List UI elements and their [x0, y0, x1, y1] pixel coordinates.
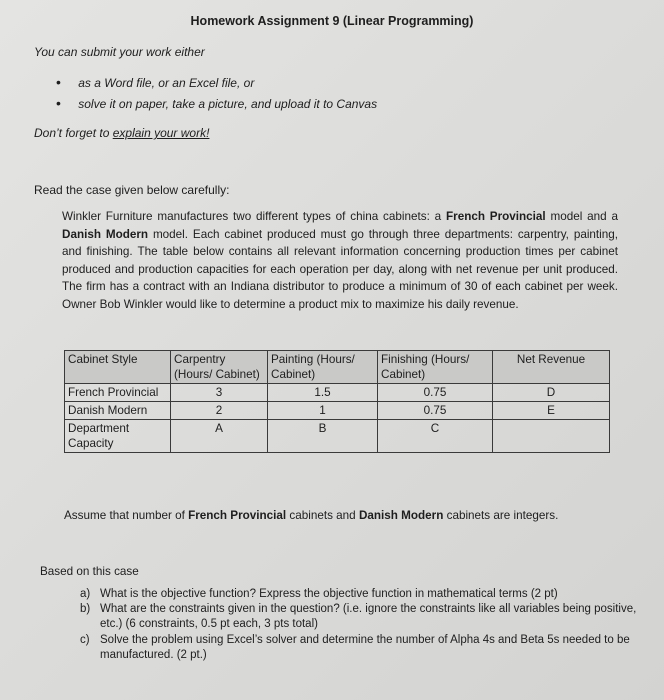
submit-intro: You can submit your work either	[34, 45, 205, 59]
bullet-text-2: solve it on paper, take a picture, and upload it to Canvas	[78, 97, 378, 111]
table-cell: 0.75	[378, 384, 493, 402]
reminder	[34, 126, 209, 140]
table-cell: A	[171, 420, 268, 453]
question-label: b)	[80, 603, 91, 616]
para-bold-french: French Provincial	[446, 210, 546, 223]
bullet-icon: •	[56, 95, 61, 111]
production-table	[64, 350, 609, 453]
table-cell: 3	[171, 384, 268, 402]
question-c	[80, 633, 640, 663]
para-text-2: model and a	[545, 210, 619, 223]
table-cell: Danish Modern	[65, 402, 171, 420]
header-cell: Finishing (Hours/ Cabinet)	[378, 351, 493, 384]
question-label: c)	[80, 633, 90, 646]
table-cell: 1	[268, 402, 378, 420]
table-cell: 0.75	[378, 402, 493, 420]
bullet-text-1: as a Word file, or an Excel file, or	[78, 76, 255, 90]
integer-note	[64, 509, 558, 522]
table-cell: Department Capacity	[65, 420, 171, 453]
table-cell	[493, 420, 610, 453]
table-cell: 2	[171, 402, 268, 420]
note-text-2: cabinets and	[286, 509, 359, 522]
question-text: What is the objective function? Express the objective function in mathematical terms (2 pt)	[100, 588, 558, 600]
question-text: What are the constraints given in the question? (i.e. ignore the constraints like all variables being positive, etc.) (6 constraints, 0.5 pt each, 3 pts total)	[100, 603, 637, 631]
table-cell: E	[493, 402, 610, 420]
note-bold-french: French Provincial	[188, 509, 287, 522]
question-b	[80, 602, 640, 632]
header-cell: Cabinet Style	[65, 351, 171, 384]
para-text-1: Winkler Furniture manufactures two different types of china cabinets: a	[62, 210, 446, 223]
question-text: Solve the problem using Excel’s solver and determine the number of Alpha 4s and Beta 5s needed to be manufactured. (2 pt.)	[100, 633, 630, 661]
para-text-3: model. Each cabinet produced must go through three departments: carpentry, painting, and finishing. The table below contains all relevant information concerning production times per cabinet produced and production capacities for each operation per day, along with net revenue per unit produced. The firm has a contract with an Indiana distributor to produce a minimum of 30 of each cabinet per week. Owner Bob Winkler would like to determine a product mix to maximize his daily revenue.	[62, 227, 619, 311]
bullet-icon: •	[56, 74, 61, 90]
question-list	[80, 587, 640, 663]
table-cell: French Provincial	[65, 384, 171, 402]
table-cell: C	[378, 420, 493, 453]
question-a	[80, 587, 640, 602]
header-cell: Painting (Hours/ Cabinet)	[268, 351, 378, 384]
bullet-item-2	[56, 95, 377, 111]
table-row	[65, 384, 610, 402]
bullet-item-1	[56, 74, 254, 90]
case-paragraph	[62, 208, 618, 314]
based-on-heading: Based on this case	[40, 565, 139, 578]
note-text-3: cabinets are integers.	[443, 509, 559, 522]
reminder-prefix: Don’t forget to	[34, 126, 113, 140]
note-text-1: Assume that number of	[64, 509, 189, 522]
header-cell: Net Revenue	[493, 351, 610, 384]
table-row	[65, 420, 610, 453]
reminder-emphasis: explain your work!	[112, 126, 210, 140]
page-title: Homework Assignment 9 (Linear Programming)	[190, 14, 474, 28]
para-bold-danish: Danish Modern	[62, 227, 149, 241]
header-cell: Carpentry (Hours/ Cabinet)	[171, 351, 268, 384]
table-cell: 1.5	[268, 384, 378, 402]
table-row	[65, 402, 610, 420]
table-header-row	[65, 351, 610, 384]
table-cell: B	[268, 420, 378, 453]
question-label: a)	[80, 588, 91, 600]
note-bold-danish: Danish Modern	[358, 509, 444, 522]
read-case-heading: Read the case given below carefully:	[34, 183, 230, 197]
table-cell: D	[493, 384, 610, 402]
